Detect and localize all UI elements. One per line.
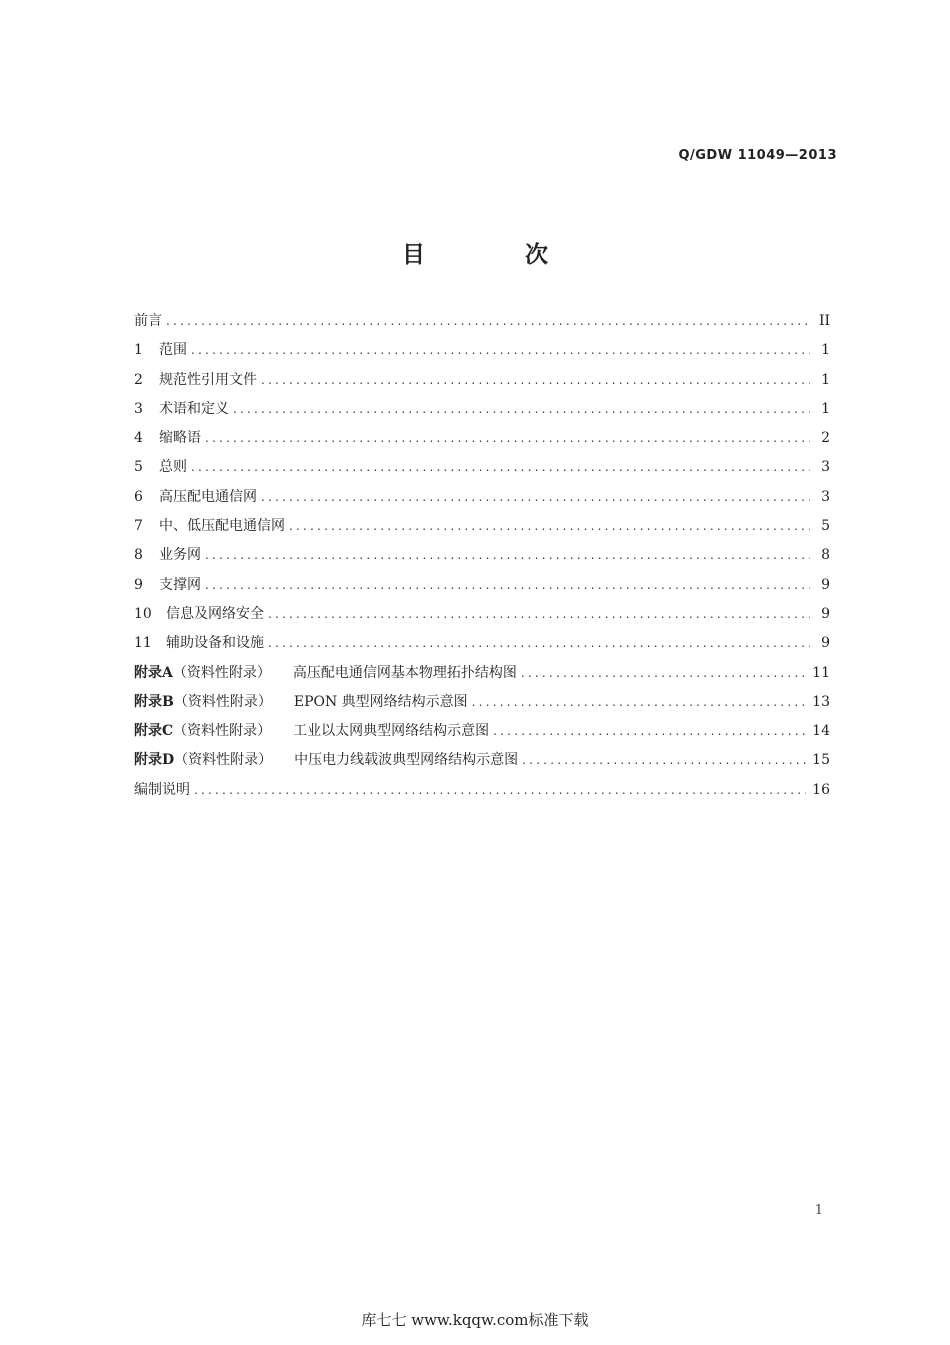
toc-entry-label: 规范性引用文件 [159, 371, 257, 388]
appendix-title: 高压配电通信网基本物理拓扑结构图 [292, 664, 517, 681]
leader-dots [261, 369, 810, 391]
leader-dots [166, 310, 810, 332]
toc-entry-compilation-notes[interactable] [134, 779, 830, 808]
appendix-title: 工业以太网典型网络结构示意图 [293, 723, 490, 740]
toc-entry-number: 8 [134, 547, 143, 564]
toc-entry-number: 11 [134, 635, 152, 652]
toc-entry-label: 术语和定义 [159, 400, 229, 417]
toc-entry-page: 14 [812, 723, 830, 740]
leader-dots [493, 720, 806, 742]
toc-entry-page: 5 [821, 518, 830, 535]
leader-dots [268, 603, 810, 625]
leader-dots [191, 339, 810, 361]
leader-dots [472, 691, 807, 713]
leader-dots [261, 486, 810, 508]
toc-entry-page: 8 [821, 547, 830, 564]
toc-entry-page: 16 [812, 781, 830, 798]
toc-entry-number: 9 [134, 576, 143, 593]
toc-entry-number: 3 [134, 400, 143, 417]
document-code: Q/GDW 11049—2013 [678, 148, 837, 163]
appendix-label: 附录D [134, 752, 175, 769]
toc-entry-2[interactable] [134, 369, 830, 398]
toc-entry-number: 5 [134, 459, 143, 476]
toc-entry-11[interactable] [134, 632, 830, 661]
toc-entry-page: 1 [821, 342, 830, 359]
toc-entry-number: 6 [134, 488, 143, 505]
toc-entry-page: II [818, 313, 830, 329]
appendix-classification: （资料性附录） [173, 693, 272, 710]
leader-dots [194, 779, 806, 801]
leader-dots [522, 749, 806, 771]
toc-entry-1[interactable] [134, 339, 830, 368]
toc-entry-page: 9 [821, 635, 830, 652]
appendix-title: EPON 典型网络结构示意图 [293, 693, 468, 710]
toc-entry-label: 高压配电通信网 [159, 488, 257, 505]
toc-entry-label: 支撑网 [159, 576, 201, 593]
appendix-classification: （资料性附录） [172, 664, 271, 681]
table-of-contents [134, 310, 830, 808]
toc-entry-appendix-c[interactable] [134, 720, 830, 749]
toc-entry-appendix-b[interactable] [134, 691, 830, 720]
toc-entry-label: 辅助设备和设施 [166, 635, 264, 652]
toc-entry-label: 中、低压配电通信网 [159, 518, 285, 535]
title-char-right: 次 [525, 241, 548, 268]
appendix-classification: （资料性附录） [174, 752, 273, 769]
appendix-classification: （资料性附录） [173, 723, 272, 740]
toc-entry-number: 7 [134, 518, 143, 535]
toc-entry-page: 15 [812, 752, 830, 769]
toc-entry-number: 2 [134, 371, 143, 388]
toc-entry-appendix-d[interactable] [134, 749, 830, 778]
watermark-text: 库七七 www.kqqw.com标准下载 [361, 1311, 589, 1329]
toc-entry-page: 1 [821, 371, 830, 388]
toc-entry-8[interactable] [134, 544, 830, 573]
leader-dots [191, 456, 810, 478]
page-number: 1 [814, 1203, 823, 1218]
toc-entry-page: 2 [821, 430, 830, 447]
toc-entry-9[interactable] [134, 574, 830, 603]
toc-entry-number: 4 [134, 430, 143, 447]
appendix-label: 附录B [134, 693, 174, 710]
appendix-label: 附录C [134, 723, 174, 740]
toc-entry-page: 11 [812, 664, 830, 681]
toc-entry-foreword[interactable] [134, 310, 830, 339]
leader-dots [205, 544, 810, 566]
toc-entry-page: 9 [821, 576, 830, 593]
leader-dots [205, 427, 810, 449]
toc-entry-number: 1 [134, 342, 143, 359]
toc-entry-label: 前言 [134, 313, 162, 329]
leader-dots [268, 632, 810, 654]
toc-entry-label: 缩略语 [159, 430, 201, 447]
leader-dots [205, 574, 810, 596]
toc-entry-label: 范围 [159, 342, 187, 359]
toc-entry-label: 总则 [159, 459, 187, 476]
toc-entry-6[interactable] [134, 486, 830, 515]
toc-entry-4[interactable] [134, 427, 830, 456]
leader-dots [289, 515, 810, 537]
appendix-label: 附录A [134, 664, 173, 681]
appendix-title: 中压电力线载波典型网络结构示意图 [294, 752, 519, 769]
toc-entry-page: 3 [821, 459, 830, 476]
toc-entry-7[interactable] [134, 515, 830, 544]
toc-entry-page: 3 [821, 488, 830, 505]
toc-entry-label: 信息及网络安全 [166, 605, 264, 622]
title-char-left: 目 [402, 241, 425, 268]
toc-entry-number: 10 [134, 605, 152, 622]
toc-entry-page: 1 [821, 400, 830, 417]
toc-entry-10[interactable] [134, 603, 830, 632]
leader-dots [233, 398, 810, 420]
toc-entry-5[interactable] [134, 456, 830, 485]
toc-entry-label: 业务网 [159, 547, 201, 564]
toc-entry-page: 9 [821, 605, 830, 622]
toc-entry-3[interactable] [134, 398, 830, 427]
toc-entry-page: 13 [812, 693, 830, 710]
toc-entry-label: 编制说明 [134, 781, 190, 798]
toc-entry-appendix-a[interactable] [134, 662, 830, 691]
page-title [0, 236, 950, 269]
leader-dots [521, 662, 806, 684]
